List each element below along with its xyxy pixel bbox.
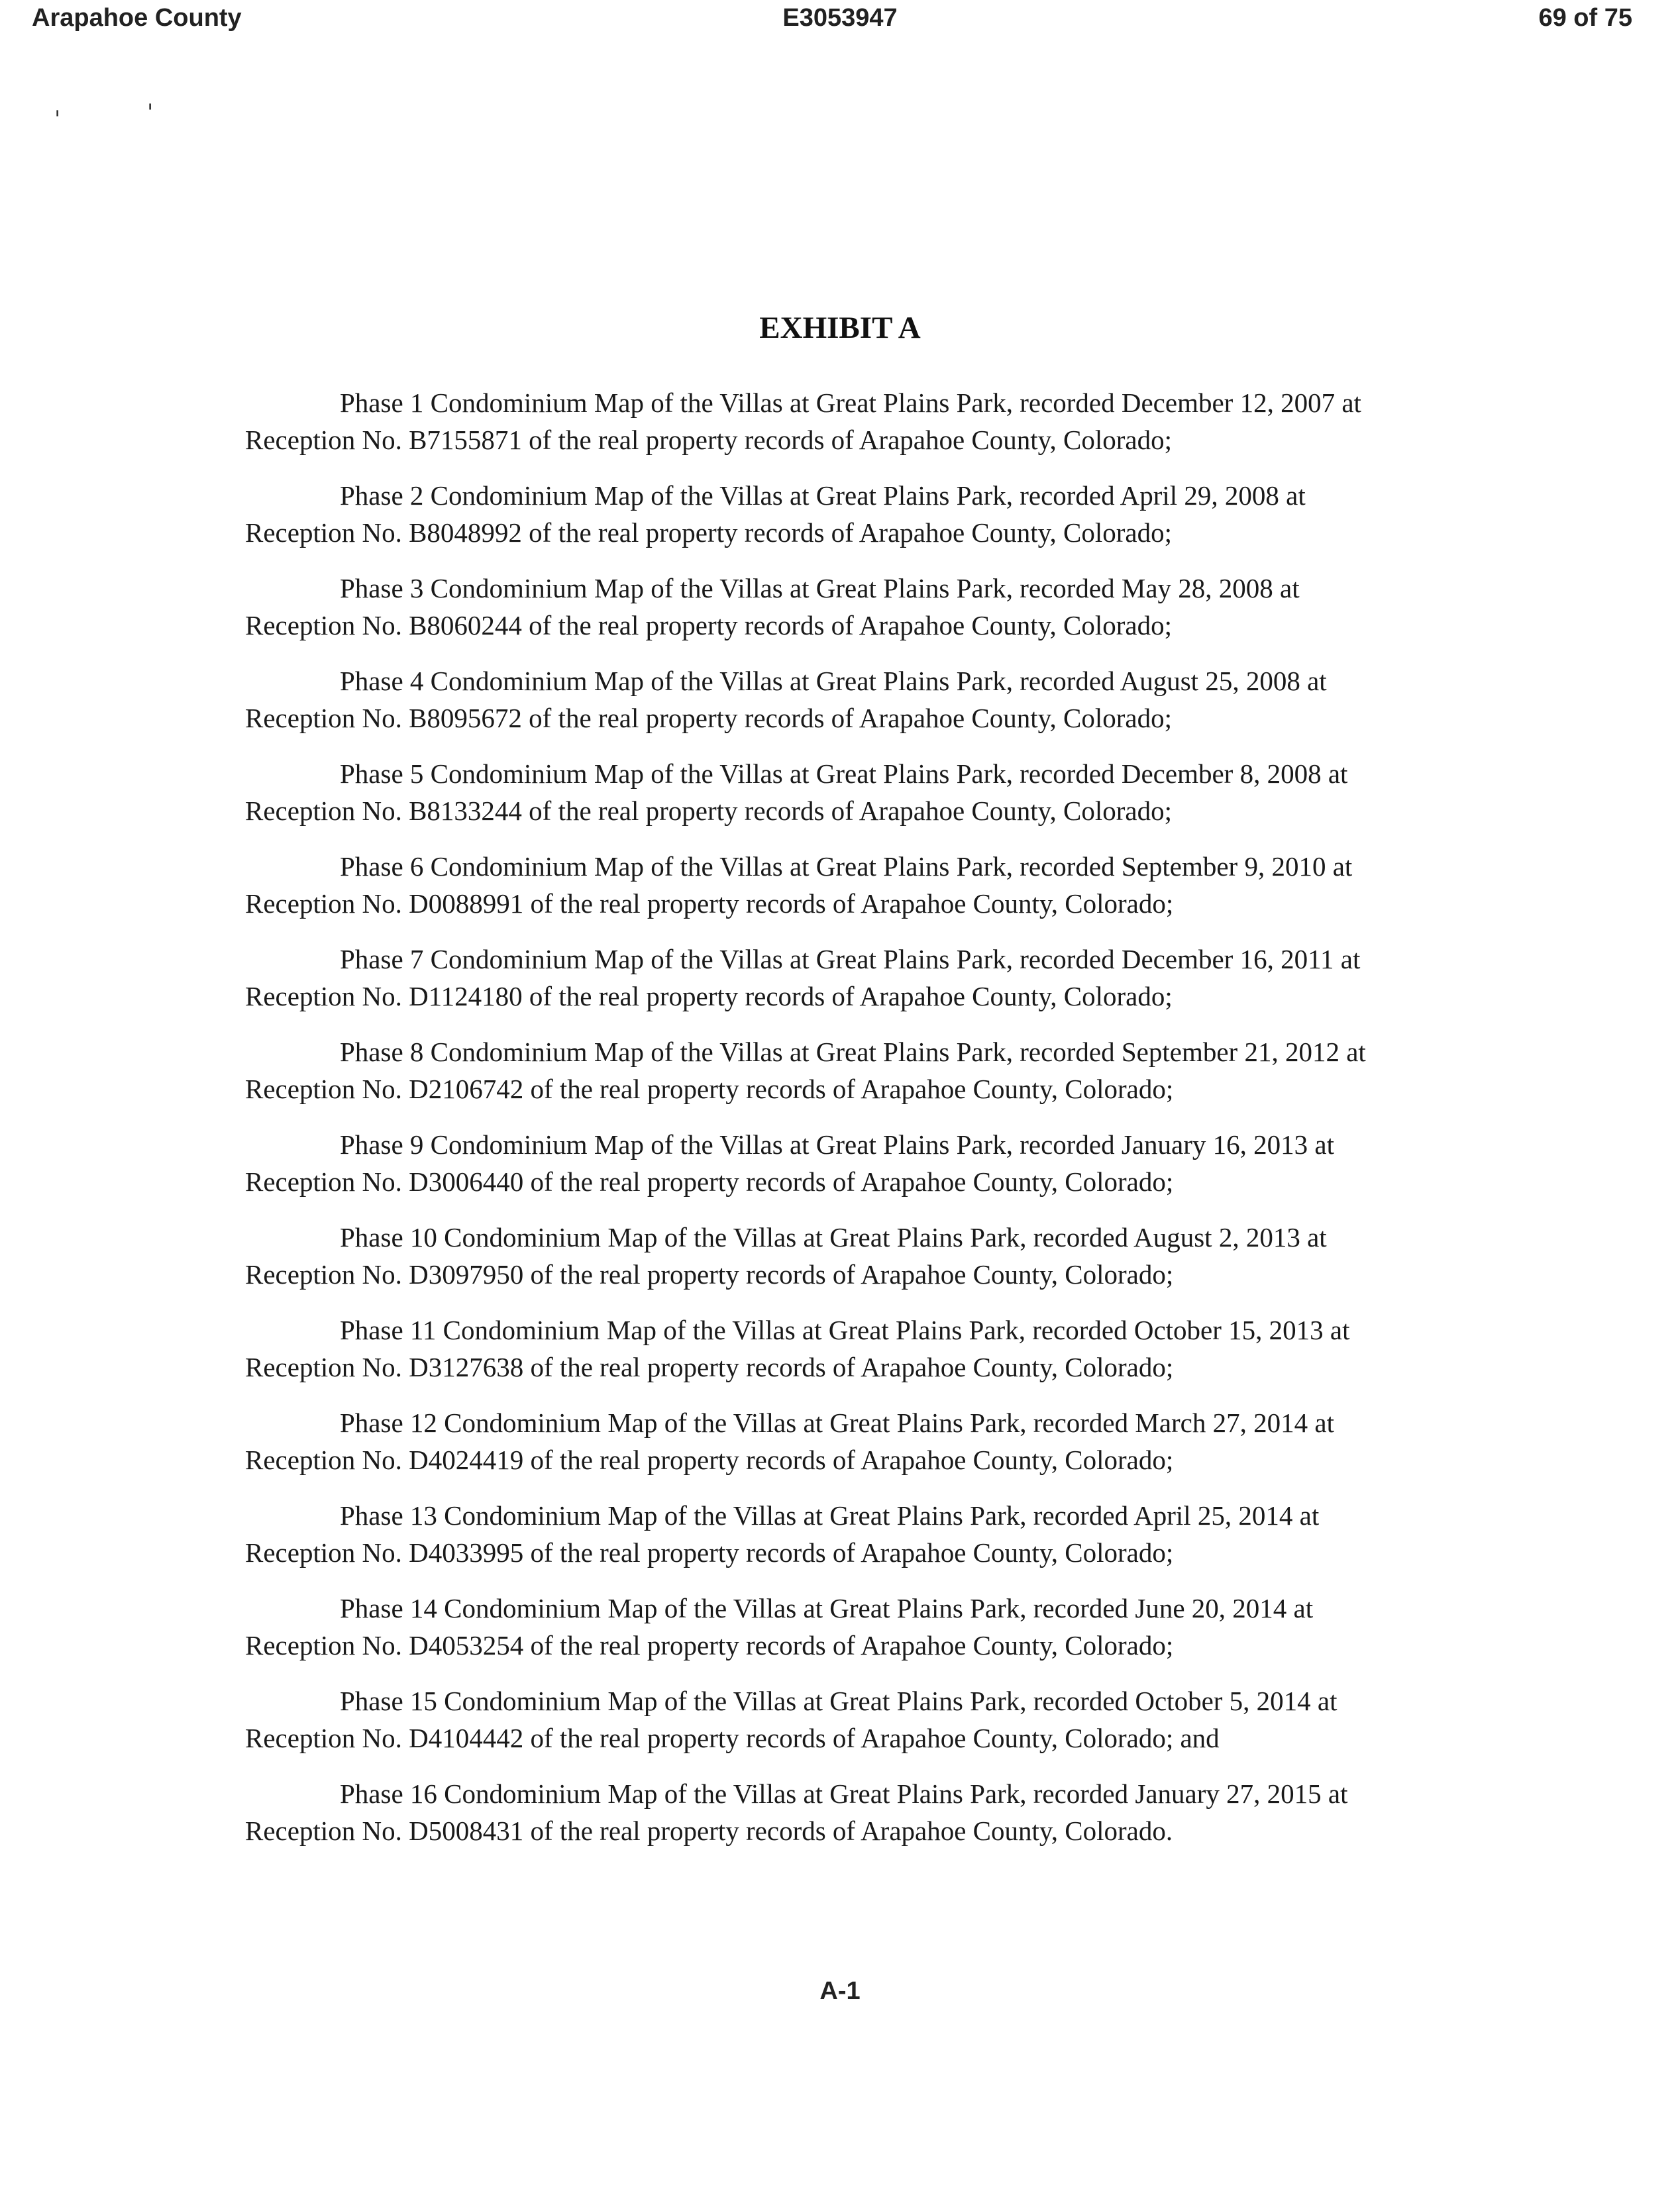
phase-entry xyxy=(245,1033,1431,1107)
entry-line: Phase 9 Condominium Map of the Villas at Great Plains Park, recorded January 16, 2013 at xyxy=(340,1129,1334,1160)
entry-line: Reception No. D3127638 of the real property records of Arapahoe County, Colorado; xyxy=(245,1352,1174,1382)
entry-line: Phase 12 Condominium Map of the Villas at Great Plains Park, recorded March 27, 2014 at xyxy=(340,1408,1334,1438)
entry-line: Phase 8 Condominium Map of the Villas at Great Plains Park, recorded September 21, 2012 at xyxy=(340,1037,1366,1067)
phase-entry xyxy=(245,1404,1431,1478)
entry-line: Reception No. B8133244 of the real property records of Arapahoe County, Colorado; xyxy=(245,795,1172,826)
entry-line: Reception No. D4024419 of the real property records of Arapahoe County, Colorado; xyxy=(245,1445,1174,1475)
entry-line: Phase 11 Condominium Map of the Villas at Great Plains Park, recorded October 15, 2013 at xyxy=(340,1315,1350,1345)
scan-mark: ' xyxy=(54,106,61,132)
entry-line: Reception No. D5008431 of the real property records of Arapahoe County, Colorado. xyxy=(245,1816,1173,1846)
page-header xyxy=(0,4,1680,44)
entry-line: Phase 13 Condominium Map of the Villas at Great Plains Park, recorded April 25, 2014 at xyxy=(340,1500,1320,1531)
phase-entry xyxy=(245,1311,1431,1386)
entry-line: Phase 5 Condominium Map of the Villas at Great Plains Park, recorded December 8, 2008 at xyxy=(340,758,1348,789)
county-name: Arapahoe County xyxy=(32,4,242,32)
entry-line: Phase 2 Condominium Map of the Villas at Great Plains Park, recorded April 29, 2008 at xyxy=(340,480,1306,511)
entry-line: Reception No. B8095672 of the real property records of Arapahoe County, Colorado; xyxy=(245,703,1172,733)
entry-line: Phase 15 Condominium Map of the Villas at Great Plains Park, recorded October 5, 2014 at xyxy=(340,1686,1338,1716)
entry-line: Reception No. D4104442 of the real property records of Arapahoe County, Colorado; and xyxy=(245,1723,1220,1753)
phase-entry xyxy=(245,1682,1431,1757)
document-number: E3053947 xyxy=(782,4,898,32)
phase-entry xyxy=(245,848,1431,922)
phase-entry xyxy=(245,570,1431,644)
phase-entry xyxy=(245,1775,1431,1849)
entry-line: Phase 7 Condominium Map of the Villas at Great Plains Park, recorded December 16, 2011 at xyxy=(340,944,1361,974)
entry-line: Reception No. D0088991 of the real property records of Arapahoe County, Colorado; xyxy=(245,888,1174,919)
phase-entry xyxy=(245,662,1431,737)
entry-line: Reception No. D3097950 of the real property records of Arapahoe County, Colorado; xyxy=(245,1259,1174,1290)
entry-line: Reception No. B8060244 of the real property records of Arapahoe County, Colorado; xyxy=(245,610,1172,640)
entry-line: Phase 4 Condominium Map of the Villas at Great Plains Park, recorded August 25, 2008 at xyxy=(340,666,1327,696)
phase-entry xyxy=(245,477,1431,551)
scan-mark: ' xyxy=(147,99,154,126)
phase-entry xyxy=(245,1219,1431,1293)
entry-line: Phase 6 Condominium Map of the Villas at Great Plains Park, recorded September 9, 2010 at xyxy=(340,851,1353,882)
phase-list xyxy=(245,384,1431,1868)
entry-line: Reception No. B7155871 of the real property records of Arapahoe County, Colorado; xyxy=(245,425,1172,455)
entry-line: Reception No. D3006440 of the real property records of Arapahoe County, Colorado; xyxy=(245,1166,1174,1197)
phase-entry xyxy=(245,1590,1431,1664)
page-count: 69 of 75 xyxy=(1538,4,1632,32)
entry-line: Reception No. D2106742 of the real property records of Arapahoe County, Colorado; xyxy=(245,1074,1174,1104)
phase-entry xyxy=(245,941,1431,1015)
entry-line: Reception No. D4033995 of the real property records of Arapahoe County, Colorado; xyxy=(245,1537,1174,1568)
entry-line: Phase 1 Condominium Map of the Villas at Great Plains Park, recorded December 12, 2007 at xyxy=(340,387,1361,418)
entry-line: Phase 3 Condominium Map of the Villas at Great Plains Park, recorded May 28, 2008 at xyxy=(340,573,1300,603)
phase-entry xyxy=(245,1126,1431,1200)
page-label: A-1 xyxy=(819,1977,861,2005)
entry-line: Phase 16 Condominium Map of the Villas at Great Plains Park, recorded January 27, 2015 at xyxy=(340,1778,1348,1809)
entry-line: Phase 14 Condominium Map of the Villas at Great Plains Park, recorded June 20, 2014 at xyxy=(340,1593,1314,1623)
entry-line: Reception No. B8048992 of the real property records of Arapahoe County, Colorado; xyxy=(245,517,1172,548)
entry-line: Reception No. D1124180 of the real property records of Arapahoe County, Colorado; xyxy=(245,981,1173,1011)
phase-entry xyxy=(245,755,1431,829)
entry-line: Phase 10 Condominium Map of the Villas at Great Plains Park, recorded August 2, 2013 at xyxy=(340,1222,1327,1253)
entry-line: Reception No. D4053254 of the real property records of Arapahoe County, Colorado; xyxy=(245,1630,1174,1661)
phase-entry xyxy=(245,384,1431,458)
exhibit-title: EXHIBIT A xyxy=(759,311,921,345)
phase-entry xyxy=(245,1497,1431,1571)
